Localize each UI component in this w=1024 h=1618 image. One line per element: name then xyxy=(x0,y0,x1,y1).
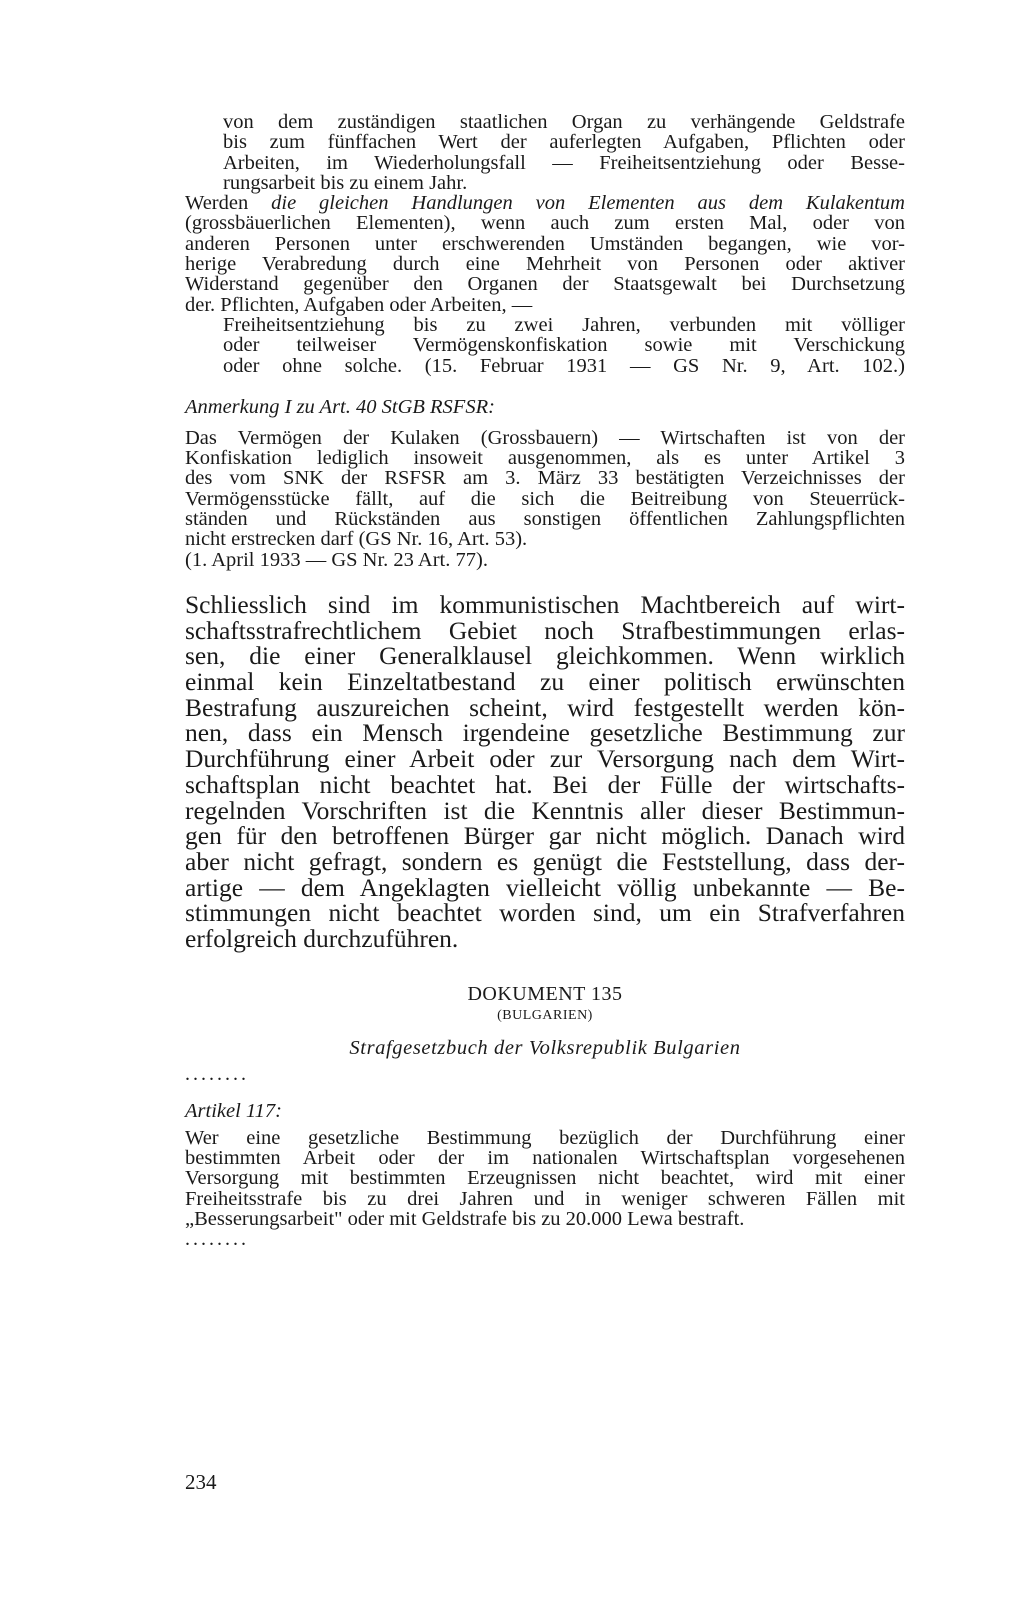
text-line: schaftsstrafrechtlichem Gebiet noch Strafbestimmungen erlas- xyxy=(185,615,905,645)
ellipsis-top: ........ xyxy=(185,1062,249,1085)
text-line: artige — dem Angeklagten vielleicht völlig unbekannte — Be- xyxy=(185,872,905,902)
text-line: Freiheitsstrafe bis zu drei Jahren und in weniger schweren Fällen mit xyxy=(185,1187,905,1210)
text-line: Vermögensstücke fällt, auf die sich die Beitreibung von Steuerrück- xyxy=(185,487,905,510)
kulak-paragraph xyxy=(185,193,905,315)
document-country: (BULGARIEN) xyxy=(497,1007,593,1023)
text-line: (grossbäuerlichen Elementen), wenn auch zum ersten Mal, oder von xyxy=(185,212,905,235)
text-line: nen, dass ein Mensch irgendeine gesetzliche Bestimmung zur xyxy=(185,718,905,748)
page-number: 234 xyxy=(185,1470,217,1494)
text-line: des vom SNK der RSFSR am 3. März 33 bestätigten Verzeichnisses der xyxy=(185,467,905,490)
text-line: (1. April 1933 — GS Nr. 23 Art. 77). xyxy=(185,548,488,571)
text-line: Das Vermögen der Kulaken (Grossbauern) — Wirtschaften ist von der xyxy=(185,426,905,449)
text-line: einmal kein Einzeltatbestand zu einer politisch erwünschten xyxy=(185,667,905,697)
text-lead: Werden xyxy=(185,192,272,215)
text-line: Arbeiten, im Wiederholungsfall — Freiheitsentziehung oder Besse- xyxy=(223,151,905,174)
text-line xyxy=(185,193,905,213)
text-line: herige Verabredung durch eine Mehrheit von Personen oder aktiver xyxy=(185,253,905,276)
text-line: Freiheitsentziehung bis zu zwei Jahren, verbunden mit völliger xyxy=(223,313,905,336)
text-line: sen, die einer Generalklausel gleichkommen. Wenn wirklich xyxy=(185,641,905,671)
text-line: oder teilweiser Vermögenskonfiskation sowie mit Verschickung xyxy=(223,334,905,357)
note-paragraph xyxy=(185,428,905,570)
text-line: Durchführung einer Arbeit oder zur Versorgung nach dem Wirt- xyxy=(185,744,905,774)
main-paragraph xyxy=(185,589,905,954)
emphasis-text: die gleichen Handlungen von Elementen aus dem Kulakentum xyxy=(271,192,905,215)
text-line: bis zum fünffachen Wert der auferlegten Aufgaben, Pflichten oder xyxy=(223,131,905,154)
text-line: schaftsplan nicht beachtet hat. Bei der Fülle der wirtschafts- xyxy=(185,769,905,799)
text-line: anderen Personen unter erschwerenden Umständen begangen, wie vor- xyxy=(185,232,905,255)
text-line: Schliesslich sind im kommunistischen Machtbereich auf wirt- xyxy=(185,589,905,619)
text-line: rungsarbeit bis zu einem Jahr. xyxy=(223,171,468,194)
text-line: aber nicht gefragt, sondern es genügt die Feststellung, dass der- xyxy=(185,846,905,876)
ellipsis-bottom: ........ xyxy=(185,1228,249,1251)
article-heading: Artikel 117: xyxy=(185,1099,282,1122)
text-line: ständen und Rückständen aus sonstigen öffentlichen Zahlungspflichten xyxy=(185,508,905,531)
text-line: bestimmten Arbeit oder der im nationalen Wirtschaftsplan vorgesehenen xyxy=(185,1147,905,1170)
article-paragraph xyxy=(185,1128,905,1229)
document-title: DOKUMENT 135 xyxy=(467,982,623,1005)
text-line: der. Pflichten, Aufgaben oder Arbeiten, — xyxy=(185,293,533,316)
text-line: regelnden Vorschriften ist die Kenntnis aller dieser Bestimmun- xyxy=(185,795,905,825)
text-line: „Besserungsarbeit" oder mit Geldstrafe bis zu 20.000 Lewa bestraft. xyxy=(185,1207,745,1230)
text-line: oder ohne solche. (15. Februar 1931 — GS Nr. 9, Art. 102.) xyxy=(223,354,905,377)
text-line: Konfiskation lediglich insoweit ausgenommen, als es unter Artikel 3 xyxy=(185,447,905,470)
law-title: Strafgesetzbuch der Volksrepublik Bulgarien xyxy=(349,1036,741,1059)
text-line: Versorgung mit bestimmten Erzeugnissen nicht beachtet, wird mit einer xyxy=(185,1167,905,1190)
text-line: von dem zuständigen staatlichen Organ zu verhängende Geldstrafe xyxy=(223,111,905,133)
text-line: gen für den betroffenen Bürger gar nicht möglich. Danach wird xyxy=(185,821,905,851)
text-line: nicht erstrecken darf (GS Nr. 16, Art. 53). xyxy=(185,528,528,551)
penalty-paragraph-1 xyxy=(185,112,905,193)
sanction-paragraph xyxy=(185,315,905,376)
note-heading: Anmerkung I zu Art. 40 StGB RSFSR: xyxy=(185,395,495,418)
text-line: Bestrafung auszureichen scheint, wird festgestellt werden kön- xyxy=(185,692,905,722)
text-line: erfolgreich durchzuführen. xyxy=(185,924,459,954)
text-line: Wer eine gesetzliche Bestimmung bezüglich der Durchführung einer xyxy=(185,1126,905,1149)
text-line: stimmungen nicht beachtet worden sind, um ein Strafverfahren xyxy=(185,898,905,928)
text-line: Widerstand gegenüber den Organen der Staatsgewalt bei Durchsetzung xyxy=(185,273,905,296)
page-content xyxy=(185,112,905,1249)
